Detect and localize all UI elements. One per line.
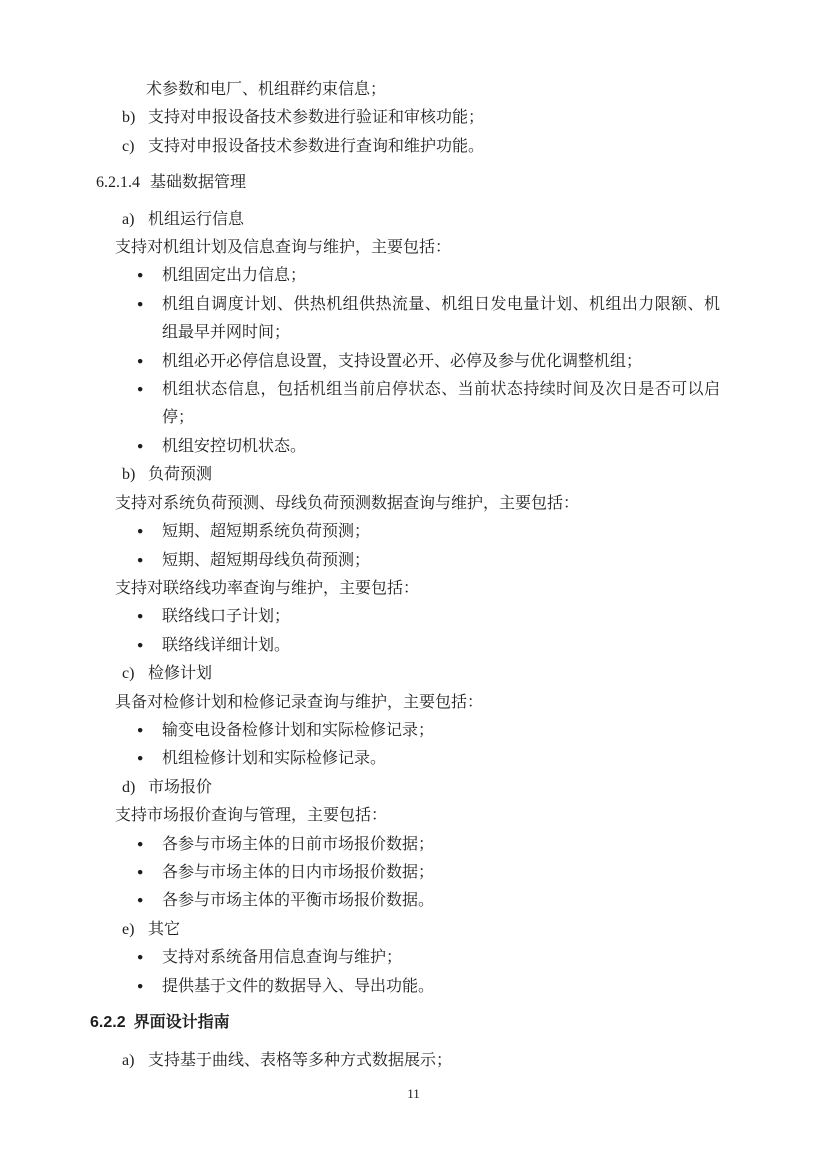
bullet-text: 各参与市场主体的日内市场报价数据；	[162, 863, 435, 881]
list-item-label: e)	[122, 920, 135, 938]
bullet-item	[137, 745, 741, 773]
section-title: 界面设计指南	[133, 1014, 230, 1031]
bullet-icon: ●	[137, 298, 144, 310]
bullet-item	[137, 433, 741, 461]
list-item-label: b)	[122, 109, 136, 127]
section-heading-6214	[96, 169, 741, 197]
bullet-item	[137, 717, 741, 745]
bullet-text: 机组固定出力信息；	[162, 267, 307, 285]
paragraph: 具备对检修计划和检修记录查询与维护，主要包括：	[115, 693, 484, 711]
bullet-text: 短期、超短期系统负荷预测；	[162, 523, 371, 541]
bullet-icon: ●	[137, 355, 144, 367]
bullet-icon: ●	[137, 639, 144, 651]
bullet-text: 联络线口子计划；	[162, 608, 291, 626]
bullet-icon: ●	[137, 554, 144, 566]
paragraph: 支持对系统负荷预测、母线负荷预测数据查询与维护，主要包括：	[115, 494, 580, 512]
list-item-b2	[122, 461, 741, 489]
list-item-label: d)	[122, 778, 136, 796]
bullet-item	[137, 262, 741, 290]
bullet-text: 机组安控切机状态。	[162, 437, 307, 455]
list-item-label: b)	[122, 466, 136, 484]
bullet-text: 机组检修计划和实际检修记录。	[162, 750, 387, 768]
list-item-text: 支持基于曲线、表格等多种方式数据展示；	[148, 1052, 453, 1070]
section-title: 基础数据管理	[150, 174, 247, 192]
bullet-text: 机组必开必停信息设置，支持设置必开、必停及参与优化调整机组；	[162, 352, 643, 370]
bullet-item	[137, 973, 741, 1001]
bullet-text: 短期、超短期母线负荷预测；	[162, 551, 371, 569]
section-number: 6.2.2	[90, 1014, 126, 1031]
section-number: 6.2.1.4	[96, 174, 140, 192]
list-item-d	[122, 774, 741, 802]
bullet-item	[137, 518, 741, 546]
bullet-icon: ●	[137, 895, 144, 907]
paragraph: 支持对联络线功率查询与维护，主要包括：	[115, 579, 420, 597]
list-item-c2	[122, 660, 741, 688]
bullet-icon: ●	[137, 526, 144, 538]
list-item-a	[122, 206, 741, 234]
bullet-item	[137, 944, 741, 972]
bullet-item	[137, 291, 741, 348]
bullet-icon: ●	[137, 952, 144, 964]
list-item-text: 负荷预测	[148, 466, 213, 484]
bullet-item	[137, 376, 741, 433]
document-body	[90, 76, 741, 1076]
bullet-text: 联络线详细计划。	[162, 636, 291, 654]
bullet-icon: ●	[137, 866, 144, 878]
bullet-text: 各参与市场主体的平衡市场报价数据。	[162, 892, 435, 910]
bullet-item	[137, 348, 741, 376]
list-item-text: 检修计划	[148, 665, 213, 683]
list-item-label: a)	[122, 1052, 135, 1070]
bullet-icon: ●	[137, 384, 144, 396]
list-item-label: a)	[122, 210, 135, 228]
bullet-icon: ●	[137, 980, 144, 992]
bullet-icon: ●	[137, 440, 144, 452]
paragraph: 支持市场报价查询与管理，主要包括：	[115, 807, 388, 825]
continuation-line: 术参数和电厂、机组群约束信息；	[146, 81, 387, 98]
bullet-icon: ●	[137, 838, 144, 850]
paragraph: 支持对机组计划及信息查询与维护，主要包括：	[115, 239, 452, 257]
bullet-text: 机组自调度计划、供热机组供热流量、机组日发电量计划、机组出力限额、机组最早并网时间；	[162, 295, 720, 342]
list-item-text: 支持对申报设备技术参数进行验证和审核功能；	[148, 109, 485, 127]
bullet-item	[137, 547, 741, 575]
bullet-text: 支持对系统备用信息查询与维护；	[162, 949, 403, 967]
bullet-item	[137, 632, 741, 660]
list-item-label: c)	[122, 137, 135, 155]
list-item-text: 机组运行信息	[148, 210, 245, 228]
bullet-icon: ●	[137, 753, 144, 765]
list-item-c	[122, 133, 741, 161]
bullet-text: 各参与市场主体的日前市场报价数据；	[162, 835, 435, 853]
bullet-text: 提供基于文件的数据导入、导出功能。	[162, 977, 435, 995]
bullet-icon: ●	[137, 270, 144, 282]
bullet-text: 输变电设备检修计划和实际检修记录；	[162, 721, 435, 739]
bullet-icon: ●	[137, 724, 144, 736]
list-item-text: 支持对申报设备技术参数进行查询和维护功能。	[148, 137, 485, 155]
bullet-icon: ●	[137, 611, 144, 623]
list-item-text: 其它	[148, 920, 181, 938]
list-item-label: c)	[122, 665, 135, 683]
list-item-b	[122, 104, 741, 132]
bullet-item	[137, 831, 741, 859]
bullet-item	[137, 887, 741, 915]
section-heading-622	[90, 1009, 741, 1037]
bullet-text: 机组状态信息，包括机组当前启停状态、当前状态持续时间及次日是否可以启停；	[162, 381, 720, 427]
page-number: 11	[407, 1086, 420, 1101]
list-item-e	[122, 916, 741, 944]
list-item-text: 市场报价	[148, 778, 213, 796]
list-item-a2	[122, 1047, 741, 1075]
bullet-item	[137, 859, 741, 887]
bullet-item	[137, 603, 741, 631]
